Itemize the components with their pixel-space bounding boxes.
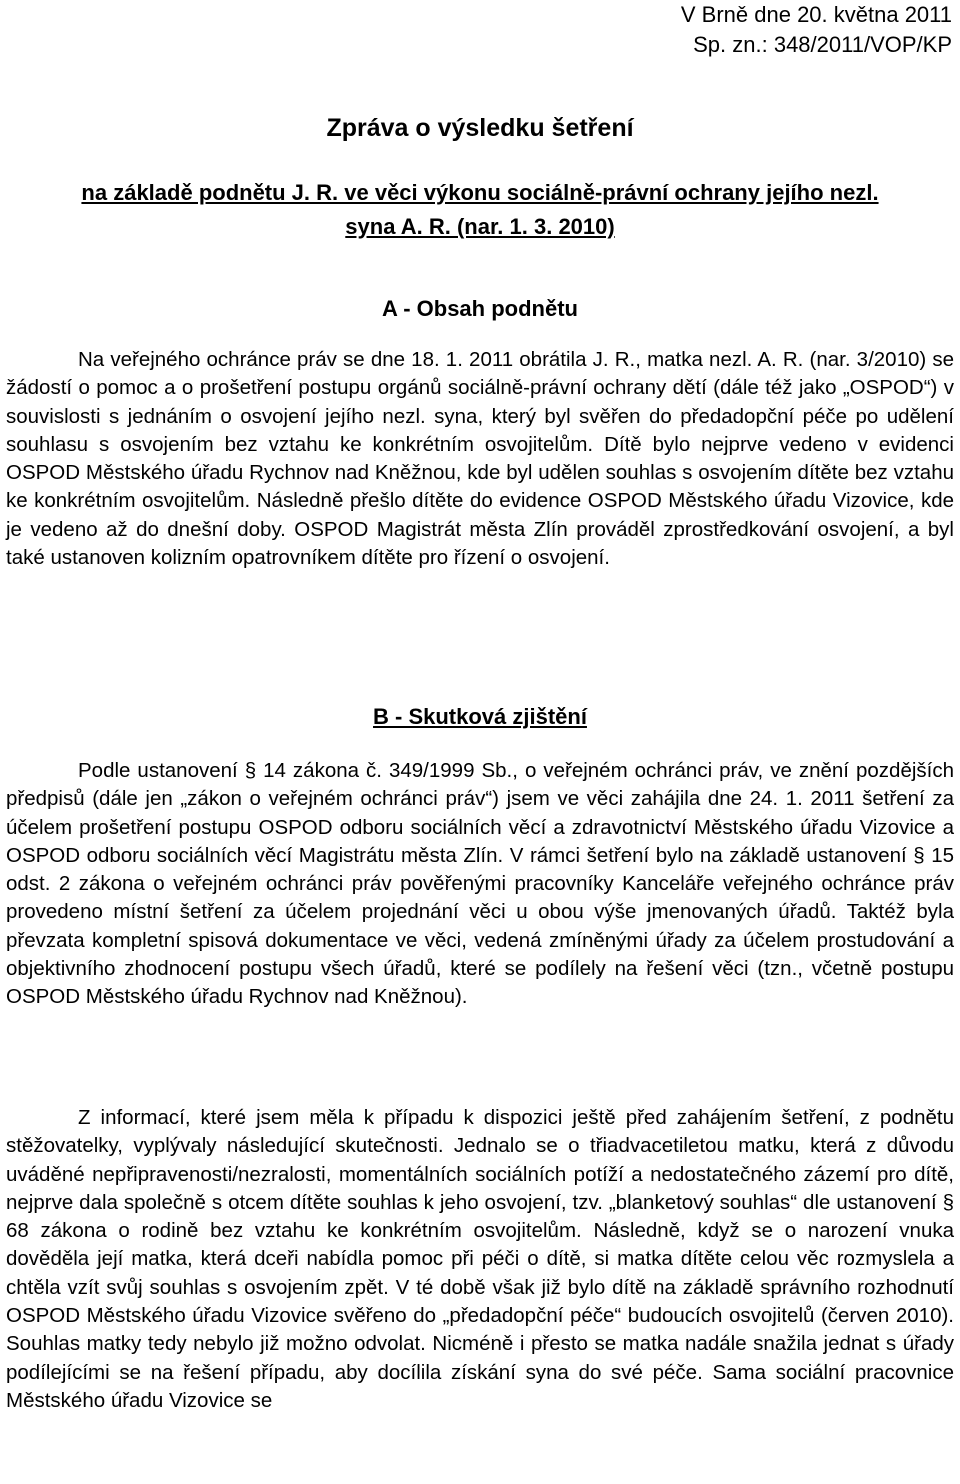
section-a-heading: A - Obsah podnětu bbox=[382, 296, 578, 321]
document-subtitle bbox=[6, 176, 954, 244]
subtitle-line-2: syna A. R. (nar. 1. 3. 2010) bbox=[345, 214, 615, 239]
section-b-heading: B - Skutková zjištění bbox=[373, 704, 587, 729]
subtitle-line-1: na základě podnětu J. R. ve věci výkonu sociálně-právní ochrany jejího nezl. bbox=[81, 180, 879, 205]
document-title: Zpráva o výsledku šetření bbox=[326, 114, 634, 142]
reference-number: Sp. zn.: 348/2011/VOP/KP bbox=[693, 32, 952, 57]
section-b-paragraph-2: Z informací, které jsem měla k případu k dispozici ještě před zahájením šetření, z podnětu stěžovatelky, vyplývaly následující skutečnosti. Jednalo se o třiadvacetiletou matku, která z důvodu uváděné nepřipravenosti/nezralosti, momentálních sociálních potíží a nedostatečného zázemí pro dítě, nejprve dala společně s otcem dítěte souhlas k jeho osvojení, tzv. „blanketový souhlas“ dle ustanovení § 68 zákona o rodině bez vztahu ke konkrétním osvojitelům. Následně, když se o narození vnuka dověděla její matka, která dceři nabídla pomoc při péči o dítě, si matka dítěte celou věc rozmyslela a chtěla vzít svůj souhlas s osvojením zpět. V té době však již bylo dítě na základě správního rozhodnutí OSPOD Městského úřadu Vizovice svěřeno do „předadopční péče“ budoucích osvojitelů (červen 2010). Souhlas matky tedy nebylo již možno odvolat. Nicméně i přesto se matka nadále snažila jednat s úřady podílejícími se na řešení případu, aby docílila získání syna do své péče. Sama sociální pracovnice Městského úřadu Vizovice se bbox=[6, 1106, 954, 1412]
document-header bbox=[681, 0, 952, 60]
place-date: V Brně dne 20. května 2011 bbox=[680, 2, 952, 27]
section-a-paragraph: Na veřejného ochránce práv se dne 18. 1. 2011 obrátila J. R., matka nezl. A. R. (nar. 3/2010) se žádostí o pomoc a o prošetření postupu orgánů sociálně-právní ochrany dětí (dále též jako „OSPOD“) v souvislosti s jednáním o osvojení jejího nezl. syna, který byl svěřen do předadopční péče po udělení souhlasu s osvojením bez vztahu ke konkrétním osvojitelům. Dítě bylo nejprve vedeno v evidenci OSPOD Městského úřadu Rychnov nad Kněžnou, kde byl udělen souhlas s osvojením dítěte bez vztahu ke konkrétním osvojitelům. Následně přešlo dítěte do evidence OSPOD Městského úřadu Vizovice, kde je vedeno až do dnešní doby. OSPOD Magistrát města Zlín prováděl zprostředkování osvojení, a byl také ustanoven kolizním opatrovníkem dítěte pro řízení o osvojení. bbox=[6, 348, 954, 570]
section-b-paragraph-1: Podle ustanovení § 14 zákona č. 349/1999 Sb., o veřejném ochránci práv, ve znění pozdějších předpisů (dále jen „zákon o veřejném ochránci práv“) jsem ve věci zahájila dne 24. 1. 2011 šetření za účelem prošetření postupu OSPOD odboru sociálních věcí a zdravotnictví Městského úřadu Vizovice a OSPOD odboru sociálních věcí Magistrátu města Zlín. V rámci šetření bylo na základě ustanovení § 15 odst. 2 zákona o veřejném ochránci práv pověřenými pracovníky Kanceláře veřejného ochránce práv provedeno místní šetření za účelem projednání věci u obou výše jmenovaných úřadů. Taktéž byla převzata kompletní spisová dokumentace ve věci, vedená zmíněnými úřady za účelem prostudování a objektivního zhodnocení postupu všech úřadů, které se podílely na řešení věci (tzn., včetně postupu OSPOD Městského úřadu Rychnov nad Kněžnou). bbox=[6, 759, 954, 1009]
